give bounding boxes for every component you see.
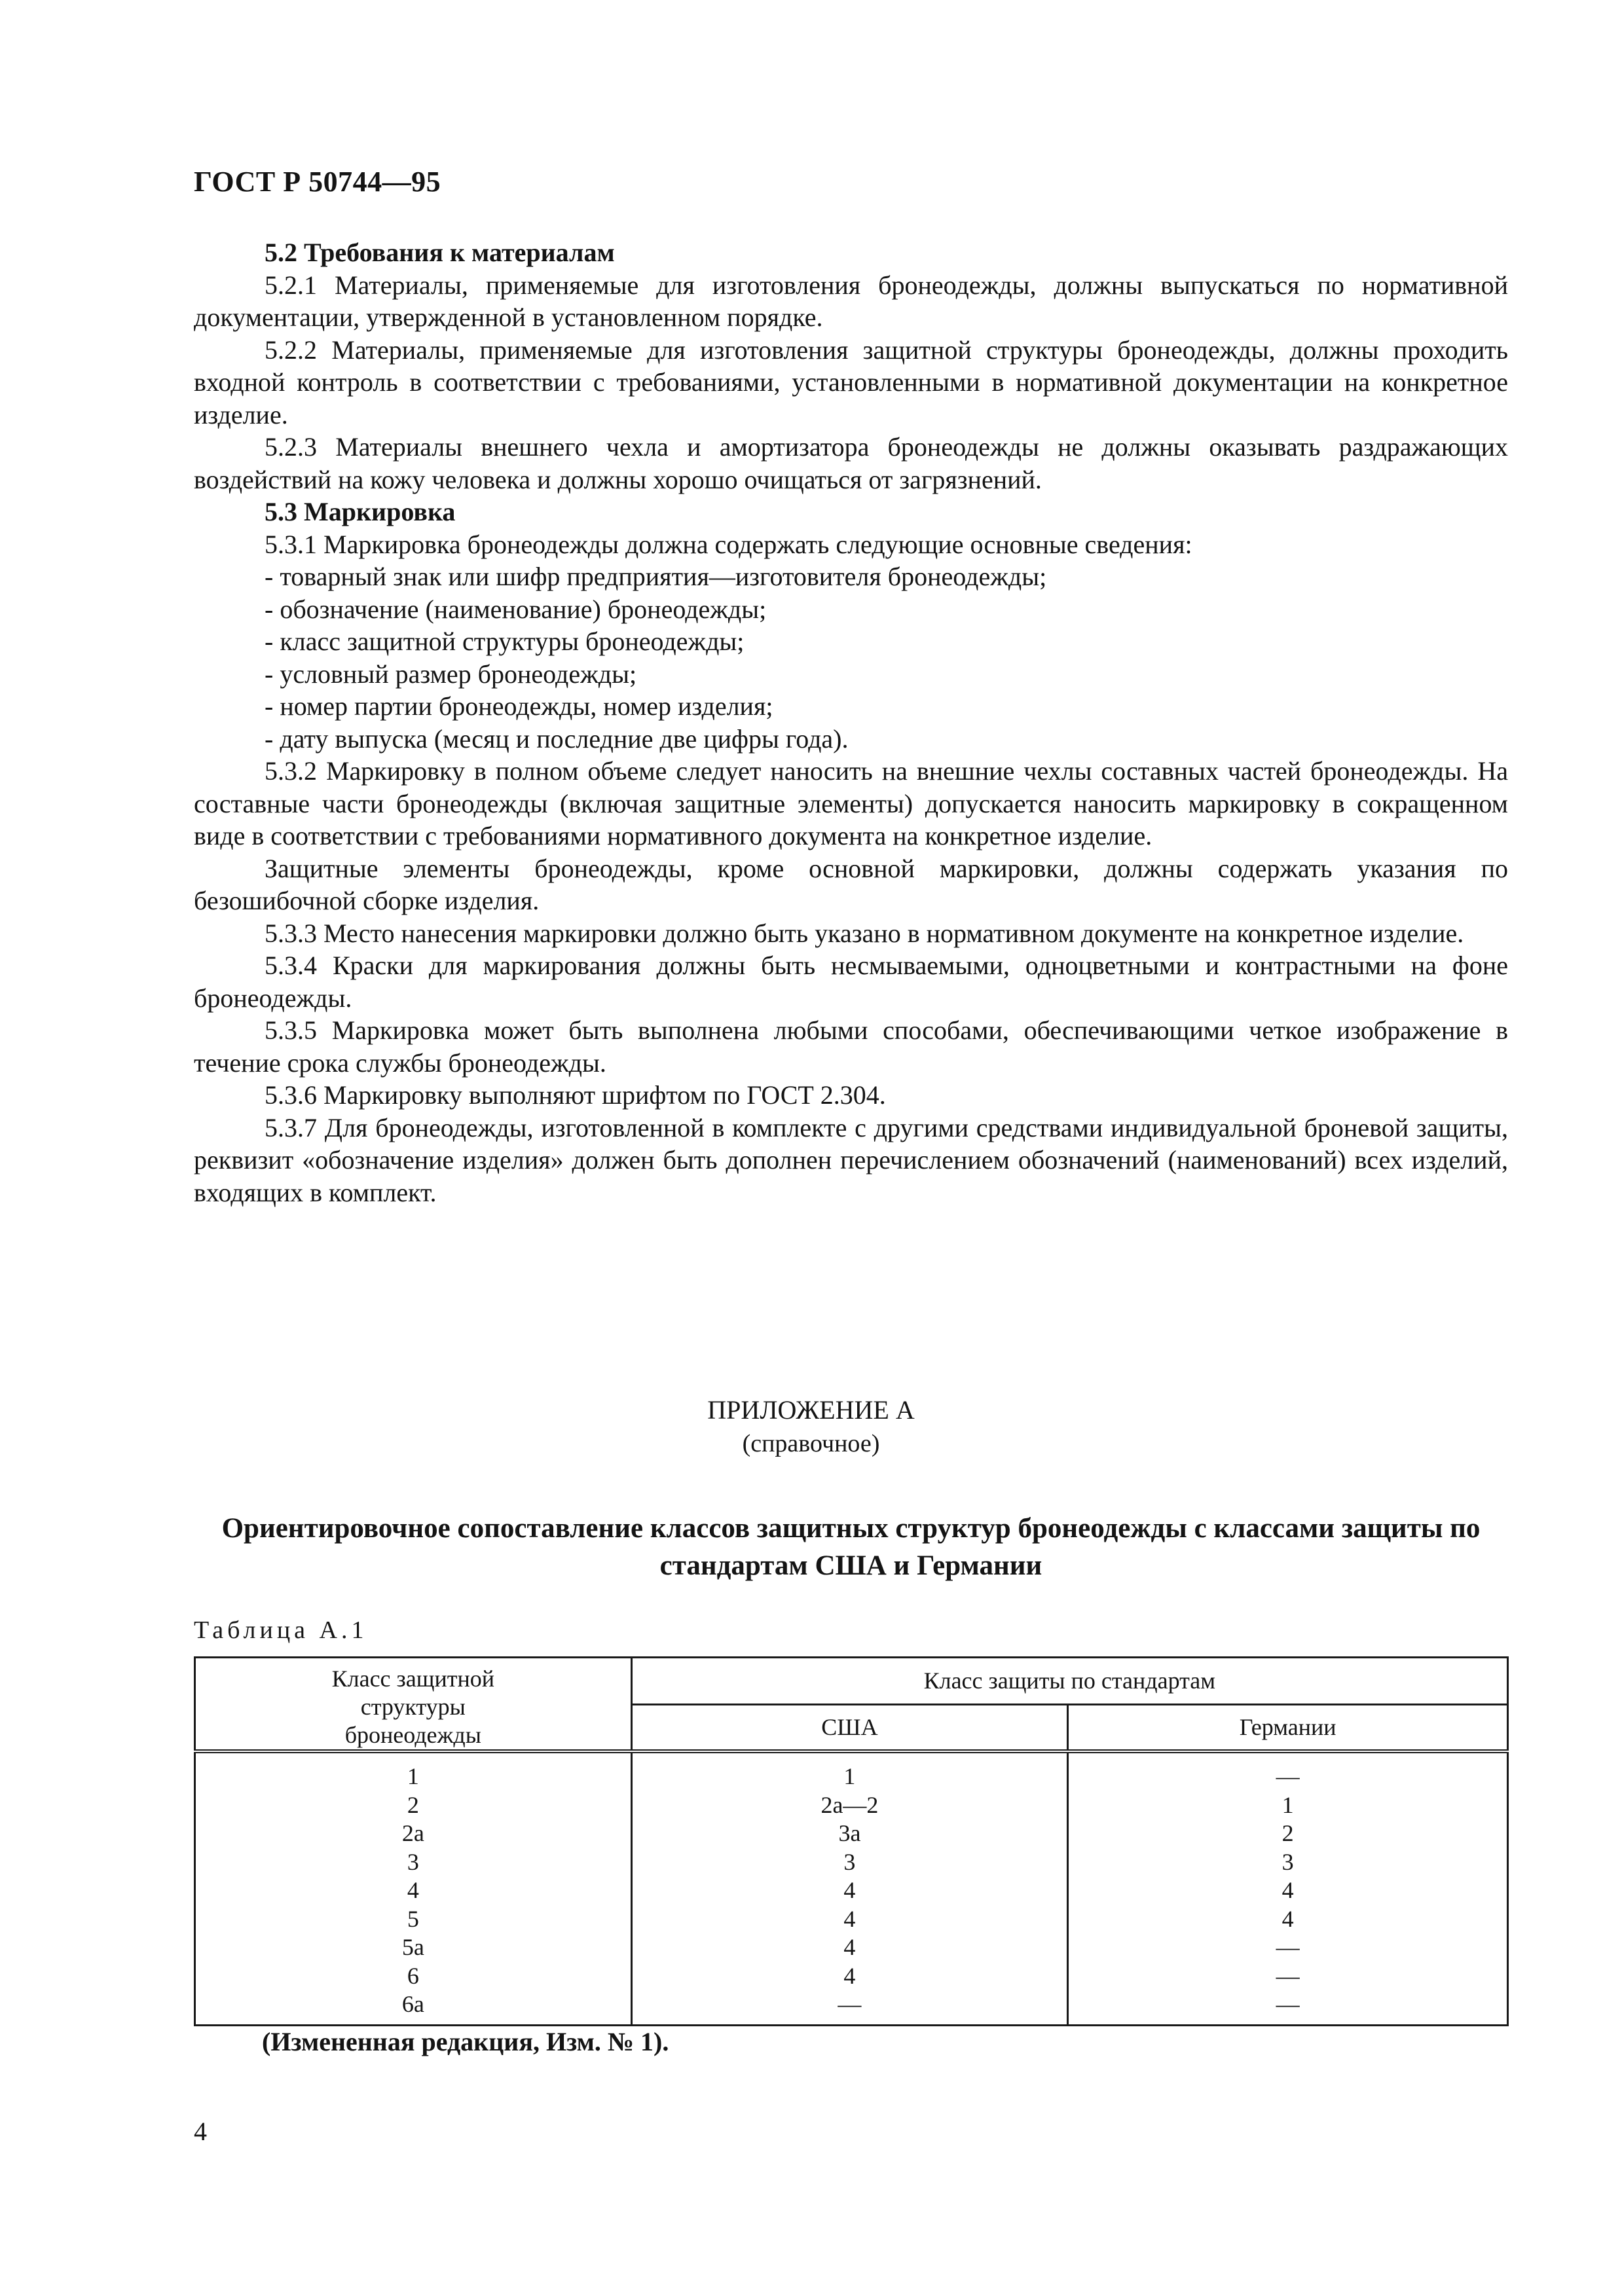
table-row: [195, 1848, 1508, 1877]
paragraph: 5.2.3 Материалы внешнего чехла и амортизатора бронеодежды не должны оказывать раздражающих воздействий на кожу человека и должны хорошо очищаться от загрязнений.: [194, 432, 1508, 494]
body-text: [194, 236, 1508, 1209]
list-item: - условный размер бронеодежды;: [265, 659, 637, 689]
cell-usa-class: 3: [631, 1848, 1068, 1877]
table-row: [195, 1962, 1508, 1991]
table-row: [195, 1905, 1508, 1934]
table-row: [195, 1791, 1508, 1820]
cell-usa-class: 3а: [631, 1819, 1068, 1848]
table-row: [195, 1933, 1508, 1962]
paragraph: 5.3.5 Маркировка может быть выполнена любыми способами, обеспечивающими четкое изображение в течение срока службы бронеодежды.: [194, 1015, 1508, 1078]
cell-germany-class: —: [1068, 1933, 1508, 1962]
cell-structure-class: 4: [195, 1876, 632, 1905]
header-germany: Германии: [1068, 1705, 1508, 1751]
cell-structure-class: 2: [195, 1791, 632, 1820]
cell-usa-class: 4: [631, 1905, 1068, 1934]
paragraph: 5.3.2 Маркировку в полном объеме следует наносить на внешние чехлы составных частей бронеодежды. На составные части бронеодежды (включая защитные элементы) допускается наносить маркировку в сокращенном виде в соответствии с требованиями нормативного документа на конкретное изделие.: [194, 756, 1508, 850]
cell-usa-class: 4: [631, 1962, 1068, 1991]
table-row: [195, 1819, 1508, 1848]
cell-usa-class: 4: [631, 1876, 1068, 1905]
cell-germany-class: 1: [1068, 1791, 1508, 1820]
cell-germany-class: 3: [1068, 1848, 1508, 1877]
table-row: [195, 1990, 1508, 2025]
document-code: ГОСТ Р 50744—95: [194, 166, 441, 198]
paragraph: 5.3.1 Маркировка бронеодежды должна содержать следующие основные сведения:: [265, 529, 1192, 559]
cell-germany-class: 4: [1068, 1876, 1508, 1905]
cell-usa-class: —: [631, 1990, 1068, 2025]
cell-structure-class: 2а: [195, 1819, 632, 1848]
cell-germany-class: 2: [1068, 1819, 1508, 1848]
paragraph: 5.2.2 Материалы, применяемые для изготовления защитной структуры бронеодежды, должны проходить входной контроль в соответствии с требованиями, установленными в нормативной документации на конкретное изделие.: [194, 335, 1508, 429]
paragraph: 5.3.4 Краски для маркирования должны быть несмываемыми, одноцветными и контрастными на фоне бронеодежды.: [194, 951, 1508, 1013]
cell-structure-class: 5а: [195, 1933, 632, 1962]
header-protection-structure-class: Класс защитной структуры бронеодежды: [195, 1658, 632, 1752]
cell-germany-class: —: [1068, 1962, 1508, 1991]
cell-structure-class: 6а: [195, 1990, 632, 2025]
comparison-table: [194, 1656, 1509, 2026]
cell-structure-class: 6: [195, 1962, 632, 1991]
cell-structure-class: 5: [195, 1905, 632, 1934]
header-standards-group: Класс защиты по стандартам: [631, 1658, 1507, 1705]
cell-germany-class: —: [1068, 1990, 1508, 2025]
appendix-subtitle: (справочное): [742, 1430, 880, 1457]
paragraph: 5.2.1 Материалы, применяемые для изготовления бронеодежды, должны выпускаться по нормативной документации, утвержденной в установленном порядке.: [194, 270, 1508, 332]
header-usa: США: [631, 1705, 1068, 1751]
table-label: Таблица А.1: [194, 1616, 368, 1644]
list-item: - класс защитной структуры бронеодежды;: [265, 627, 745, 656]
paragraph: Защитные элементы бронеодежды, кроме основной маркировки, должны содержать указания по безошибочной сборке изделия.: [194, 853, 1508, 915]
section-heading: 5.3 Маркировка: [265, 497, 456, 526]
section-heading: 5.2 Требования к материалам: [265, 238, 615, 267]
cell-structure-class: 1: [195, 1751, 632, 1791]
list-item: - обозначение (наименование) бронеодежды;: [265, 594, 767, 624]
table-row: [195, 1876, 1508, 1905]
list-item: - товарный знак или шифр предприятия—изготовителя бронеодежды;: [265, 562, 1047, 591]
cell-structure-class: 3: [195, 1848, 632, 1877]
cell-germany-class: 4: [1068, 1905, 1508, 1934]
list-item: - номер партии бронеодежды, номер изделия;: [265, 691, 773, 721]
table-row: [195, 1751, 1508, 1791]
amendment-note: (Измененная редакция, Изм. № 1).: [262, 2027, 669, 2056]
cell-germany-class: —: [1068, 1751, 1508, 1791]
appendix-heading: Ориентировочное сопоставление классов защитных структур бронеодежды с классами защиты по стандартам США и Германии: [221, 1513, 1481, 1581]
cell-usa-class: 2а—2: [631, 1791, 1068, 1820]
cell-usa-class: 1: [631, 1751, 1068, 1791]
list-item: - дату выпуска (месяц и последние две цифры года).: [265, 723, 849, 754]
appendix-title: ПРИЛОЖЕНИЕ А: [707, 1395, 915, 1425]
page-number: 4: [194, 2117, 207, 2146]
paragraph: 5.3.3 Место нанесения маркировки должно быть указано в нормативном документе на конкретное изделие.: [265, 918, 1464, 948]
paragraph: 5.3.7 Для бронеодежды, изготовленной в комплекте с другими средствами индивидуальной броневой защиты, реквизит «обозначение изделия» должен быть дополнен перечислением обозначений (наименований) всех изделий, входящих в комплект.: [194, 1112, 1508, 1207]
cell-usa-class: 4: [631, 1933, 1068, 1962]
table-body: [195, 1751, 1508, 2025]
paragraph: 5.3.6 Маркировку выполняют шрифтом по ГОСТ 2.304.: [265, 1080, 886, 1110]
